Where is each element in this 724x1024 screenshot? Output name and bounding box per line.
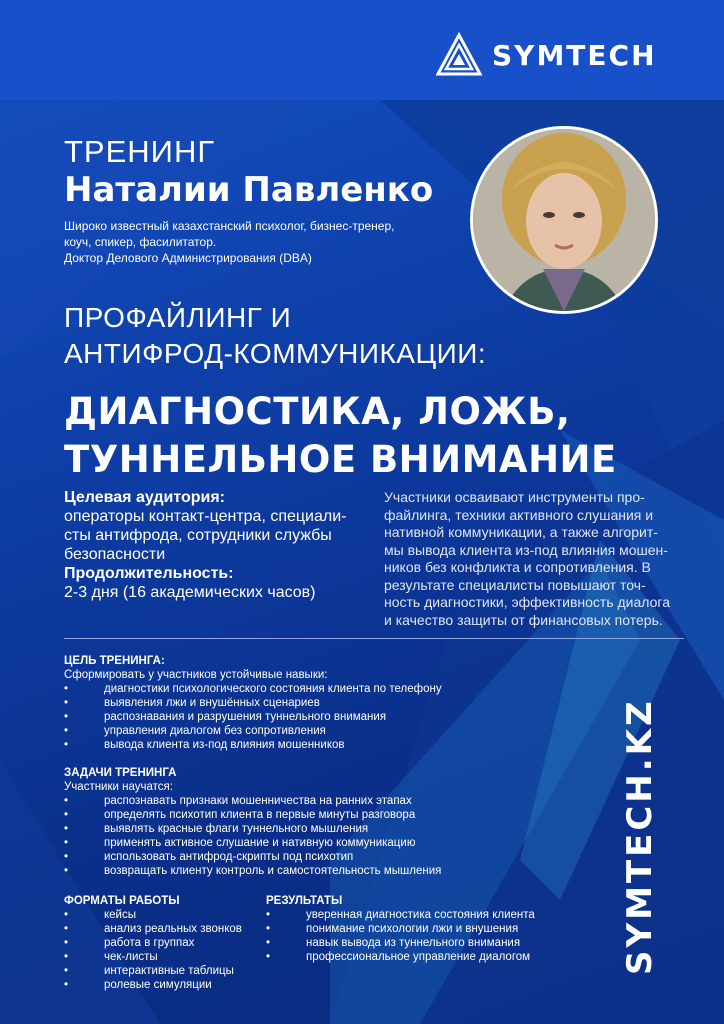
tasks-intro: Участники научатся: [64, 781, 173, 793]
list-item: • определять психотип клиента в первые минуты разговора [64, 808, 584, 822]
title-line: АНТИФРОД-КОММУНИКАЦИИ: [64, 338, 487, 369]
brand-logo[interactable] [436, 32, 657, 78]
duration-value: 2-3 дня (16 академических часов) [64, 584, 316, 601]
description-line: ность диагностики, эффективность диалога [384, 594, 670, 610]
list-item: • уверенная диагностика состояния клиента [266, 908, 586, 922]
results-section [266, 894, 586, 964]
list-item: • вывода клиента из-под влияния мошенников [64, 738, 584, 752]
tasks-list [64, 794, 584, 878]
description-line: Участники осваивают инструменты про- [384, 489, 645, 505]
list-item: • выявлять красные флаги туннельного мышления [64, 822, 584, 836]
list-item: • профессиональное управление диалогом [266, 950, 586, 964]
list-item: • диагностики психологического состояния клиента по телефону [64, 682, 584, 696]
formats-heading: ФОРМАТЫ РАБОТЫ [64, 895, 180, 907]
list-item: • возвращать клиенту контроль и самостоятельность мышления [64, 864, 584, 878]
formats-list [64, 908, 264, 992]
section-divider [64, 638, 684, 639]
description-line: результате специалисты повышают точ- [384, 576, 646, 593]
audience-line: безопасности [64, 546, 166, 563]
description-line: ников без конфликта и сопротивления. В [384, 559, 651, 575]
trainer-photo [470, 126, 658, 314]
goal-list [64, 682, 584, 752]
list-item: • распознавать признаки мошенничества на ранних этапах [64, 794, 584, 808]
audience-line: операторы контакт-центра, специали- [64, 508, 347, 525]
training-label: ТРЕНИНГ [64, 134, 216, 169]
title-line: ДИАГНОСТИКА, ЛОЖЬ, [64, 390, 571, 433]
audience-duration-block [64, 488, 364, 602]
audience-line: сты антифрода, сотрудники службы [64, 527, 332, 544]
goal-intro: Сформировать у участников устойчивые навыки: [64, 669, 328, 681]
logo-text: SYMTECH [492, 38, 657, 72]
list-item: • применять активное слушание и нативную коммуникацию [64, 836, 584, 850]
list-item: • чек-листы [64, 950, 264, 964]
tasks-section [64, 766, 584, 878]
goal-section [64, 654, 584, 752]
list-item: • анализ реальных звонков [64, 922, 264, 936]
website-link[interactable]: SYMTECH.KZ [620, 698, 660, 975]
list-item: • выявления лжи и внушённых сценариев [64, 696, 584, 710]
bio-line: Широко известный казахстанский психолог, бизнес-тренер, [64, 219, 395, 233]
trainer-name: Наталии Павленко [64, 170, 434, 210]
title-line: ТУННЕЛЬНОЕ ВНИМАНИЕ [64, 438, 617, 481]
bio-line: Доктор Делового Администрирования (DBA) [64, 251, 312, 265]
course-title-light [64, 300, 486, 372]
list-item: • ролевые симуляции [64, 978, 264, 992]
trainer-bio [64, 218, 464, 266]
results-list [266, 908, 586, 964]
list-item: • кейсы [64, 908, 264, 922]
goal-heading: ЦЕЛЬ ТРЕНИНГА: [64, 655, 165, 667]
list-item: • распознавания и разрушения туннельного внимания [64, 710, 584, 724]
course-title-bold [64, 388, 617, 484]
list-item: • управления диалогом без сопротивления [64, 724, 584, 738]
description-line: мы вывода клиента из-под влияния мошен- [384, 541, 668, 558]
description-line: файлинга, техники активного слушания и [384, 506, 654, 523]
results-heading: РЕЗУЛЬТАТЫ [266, 895, 343, 907]
list-item: • понимание психологии лжи и внушения [266, 922, 586, 936]
bio-line: коуч, спикер, фасилитатор. [64, 235, 217, 249]
description-block [384, 489, 680, 629]
list-item: • использовать антифрод-скрипты под психотип [64, 850, 584, 864]
list-item: • навык вывода из туннельного внимания [266, 936, 586, 950]
description-line: и качество защиты от финансовых потерь. [384, 611, 663, 628]
formats-section [64, 894, 264, 992]
tasks-heading: ЗАДАЧИ ТРЕНИНГА [64, 767, 177, 779]
symtech-logo-icon [436, 32, 482, 78]
list-item: • интерактивные таблицы [64, 964, 264, 978]
list-item: • работа в группах [64, 936, 264, 950]
portrait-illustration [473, 129, 655, 311]
duration-heading: Продолжительность: [64, 565, 234, 582]
audience-heading: Целевая аудитория: [64, 489, 225, 506]
description-line: нативной коммуникации, а также алгорит- [384, 524, 658, 540]
title-line: ПРОФАЙЛИНГ И [64, 302, 292, 333]
